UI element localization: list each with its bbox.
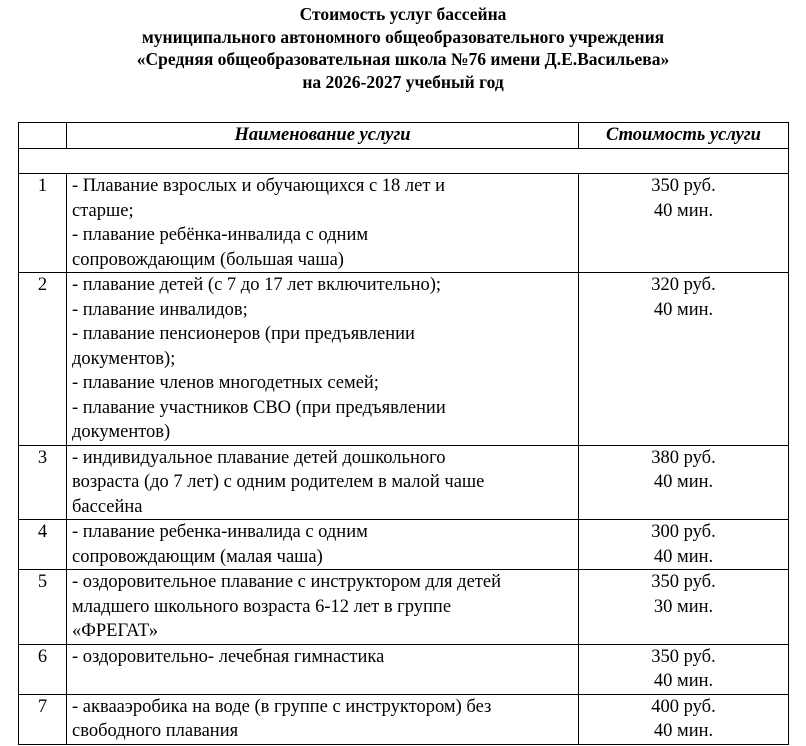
row-number: 7 bbox=[19, 694, 67, 744]
service-name-line: - аквааэробика на воде (в группе с инструктором) без bbox=[72, 696, 492, 717]
price-value: 350 руб. bbox=[651, 572, 716, 592]
spacer-cell bbox=[19, 149, 789, 174]
service-name bbox=[67, 570, 579, 645]
duration-value: 40 мин. bbox=[653, 721, 714, 741]
service-name-line: - плавание пенсионеров (при предъявлении bbox=[72, 324, 415, 344]
service-name-line: сопровождающим (малая чаша) bbox=[72, 546, 323, 567]
service-name-line: - плавание участников СВО (при предъявлении bbox=[72, 397, 446, 418]
service-name-line: - плавание детей (с 7 до 17 лет включительно); bbox=[72, 275, 442, 295]
price-value: 350 руб. bbox=[651, 646, 716, 667]
title-line-1: Стоимость услуг бассейна bbox=[299, 4, 507, 24]
title-line-4: на 2026-2027 учебный год bbox=[302, 71, 504, 92]
duration-value: 40 мин. bbox=[653, 200, 714, 221]
duration-value: 30 мин. bbox=[653, 596, 714, 617]
service-cost bbox=[579, 174, 789, 273]
price-table bbox=[18, 122, 789, 745]
table-row bbox=[19, 694, 789, 744]
price-value: 350 руб. bbox=[651, 176, 716, 196]
service-cost bbox=[579, 694, 789, 744]
service-name-line: - плавание инвалидов; bbox=[72, 299, 248, 320]
header-service-name: Наименование услуги bbox=[67, 123, 579, 149]
row-number: 1 bbox=[19, 174, 67, 273]
row-number: 5 bbox=[19, 570, 67, 645]
service-name-line: старше; bbox=[72, 200, 134, 221]
service-name-line: свободного плавания bbox=[72, 721, 239, 741]
document-title bbox=[0, 3, 806, 93]
row-number: 6 bbox=[19, 644, 67, 694]
row-number: 2 bbox=[19, 273, 67, 446]
table-row bbox=[19, 273, 789, 446]
table-row bbox=[19, 570, 789, 645]
row-number: 3 bbox=[19, 445, 67, 520]
price-value: 320 руб. bbox=[651, 275, 716, 295]
service-name-line: - индивидуальное плавание детей дошкольного bbox=[72, 447, 446, 468]
title-line-3: «Средняя общеобразовательная школа №76 имени Д.Е.Васильева» bbox=[136, 49, 670, 69]
service-name bbox=[67, 520, 579, 570]
title-line-2: муниципального автономного общеобразовательного учреждения bbox=[141, 26, 665, 47]
table-spacer-row bbox=[19, 149, 789, 174]
table-header-row bbox=[19, 123, 789, 149]
service-name-line: - оздоровительное плавание с инструктором для детей bbox=[72, 572, 501, 592]
service-name-line: возраста (до 7 лет) с одним родителем в малой чаше bbox=[72, 472, 485, 492]
price-value: 380 руб. bbox=[651, 447, 716, 468]
table-row bbox=[19, 644, 789, 694]
price-value: 300 руб. bbox=[651, 522, 716, 542]
service-name-line: - оздоровительно- лечебная гимнастика bbox=[72, 646, 385, 667]
header-num bbox=[19, 123, 67, 149]
service-cost bbox=[579, 520, 789, 570]
service-cost bbox=[579, 273, 789, 446]
table-row bbox=[19, 445, 789, 520]
duration-value: 40 мин. bbox=[653, 472, 714, 492]
service-name bbox=[67, 445, 579, 520]
service-cost bbox=[579, 644, 789, 694]
service-cost bbox=[579, 445, 789, 520]
service-name-line: документов) bbox=[72, 422, 171, 442]
service-name-line: - плавание членов многодетных семей; bbox=[72, 373, 379, 393]
service-name-line: - плавание ребенка-инвалида с одним bbox=[72, 522, 368, 542]
service-name-line: - плавание ребёнка-инвалида с одним bbox=[72, 225, 369, 245]
service-name-line: документов); bbox=[72, 348, 176, 369]
row-number: 4 bbox=[19, 520, 67, 570]
price-value: 400 руб. bbox=[651, 696, 716, 717]
duration-value: 40 мин. bbox=[653, 299, 714, 320]
table-row bbox=[19, 174, 789, 273]
service-name-line: младшего школьного возраста 6-12 лет в группе bbox=[72, 596, 452, 617]
service-name-line: сопровождающим (большая чаша) bbox=[72, 249, 344, 270]
service-name bbox=[67, 174, 579, 273]
service-cost bbox=[579, 570, 789, 645]
service-name-line: - Плавание взрослых и обучающихся с 18 лет и bbox=[72, 176, 445, 196]
header-service-cost: Стоимость услуги bbox=[579, 123, 789, 149]
service-name bbox=[67, 694, 579, 744]
service-name-line: «ФРЕГАТ» bbox=[72, 621, 158, 641]
duration-value: 40 мин. bbox=[653, 671, 714, 691]
service-name-line: бассейна bbox=[72, 496, 143, 517]
duration-value: 40 мин. bbox=[653, 546, 714, 567]
service-name bbox=[67, 644, 579, 694]
service-name bbox=[67, 273, 579, 446]
table-row bbox=[19, 520, 789, 570]
